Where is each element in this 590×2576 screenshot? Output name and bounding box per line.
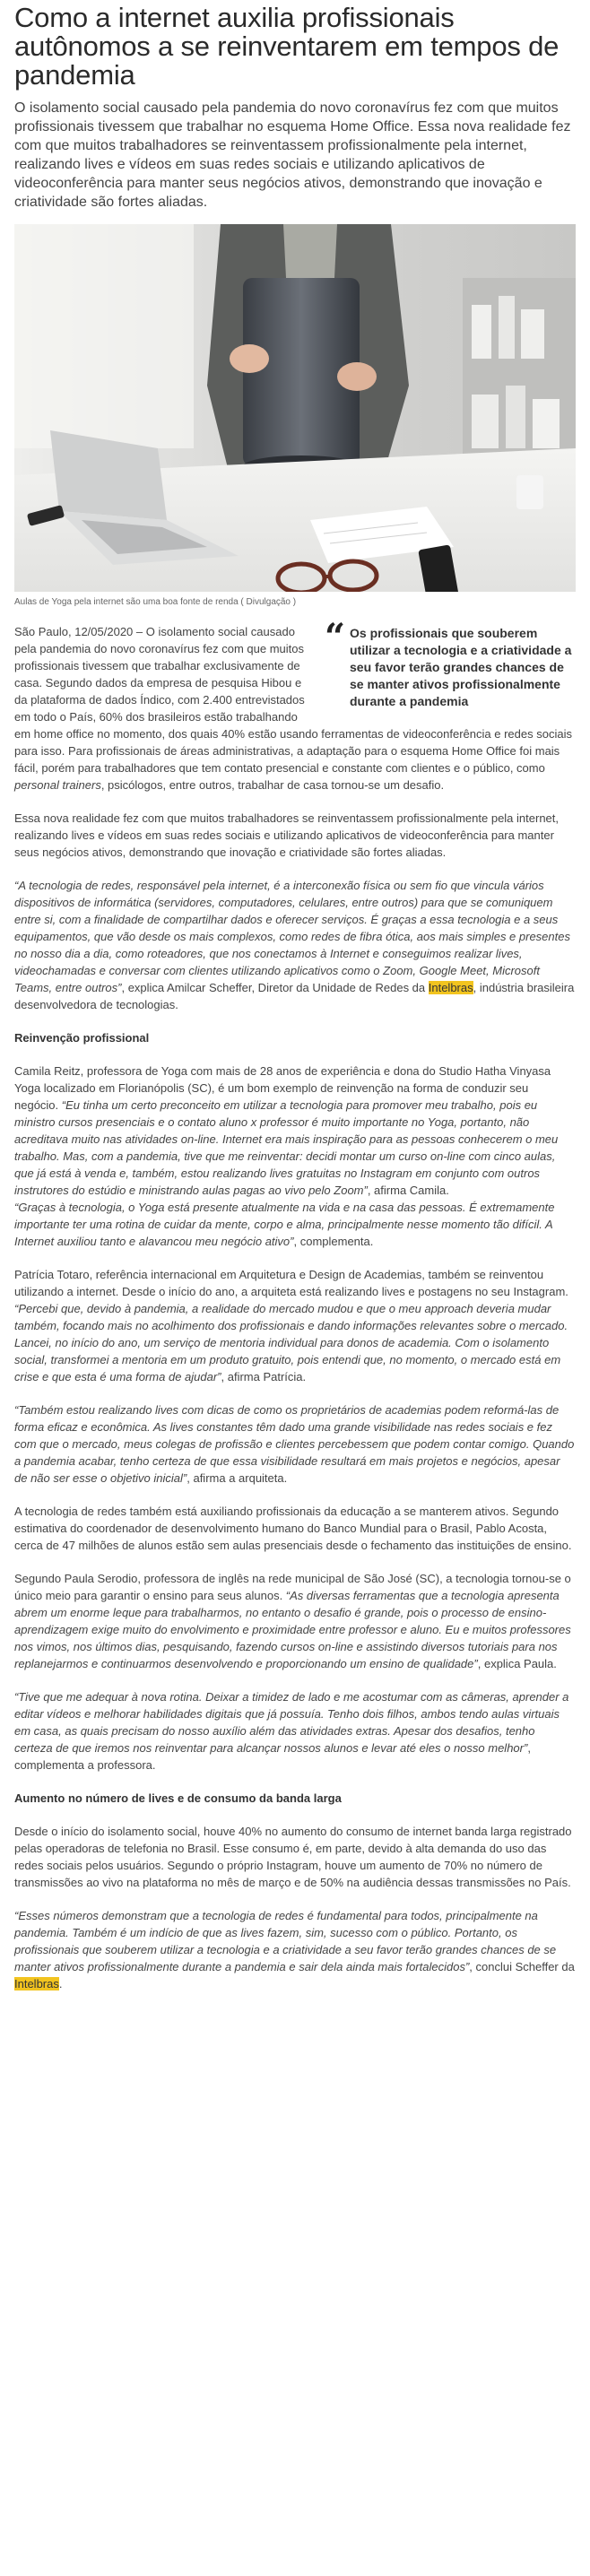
brand-highlight-2: Intelbras [14, 1977, 59, 1991]
paragraph-1-end: , psicólogos, entre outros, trabalhar de casa tornou-se um desafio. [100, 778, 445, 792]
paragraph-1-italic: personal trainers [14, 778, 101, 792]
section-heading-reinvencao: Reinvenção profissional [14, 1031, 150, 1045]
article-title: Como a internet auxilia profissionais autônomos a se reinventarem em tempos de pandemia [14, 2, 560, 91]
dateline: São Paulo, 12/05/2020 – [14, 625, 143, 638]
quote-patricia-1: “Percebi que, devido à pandemia, a realidade do mercado mudou e que o meu approach deveria mudar também, focando mais no acolhimento dos profissionais e dando informações relevantes sobre o mercado. Lancei, no início do ano, um serviço de mentoria individual para donos de academia. Com o isolamento social, transformei a mentoria em um produto gratuito, pois entendi que, no momento, o mercado está em crise e que esta é uma forma de ajudar” [14, 1302, 568, 1383]
paragraph-6 [14, 1401, 576, 1487]
brand-highlight: Intelbras [428, 981, 473, 994]
article-lead: O isolamento social causado pela pandemia do novo coronavírus fez com que muitos profissionais tivessem que trabalhar no esquema Home Office. Essa nova realidade fez com que muitos trabalhadores se reinventassem profissionalmente pela internet, realizando lives e vídeos em suas redes sociais e utilizando aplicativos de videoconferência para manter seus negócios ativos, demonstrando que inovação e criatividade são fortes aliadas. [14, 100, 571, 210]
paragraph-4-end: , complementa. [293, 1235, 374, 1248]
quote-patricia-2: “Também estou realizando lives com dicas de como os proprietários de academias podem reformá-las de forma eficaz e econômica. As lives constantes têm dado uma grande visibilidade nas redes sociais e fez com que o mercado, meus colegas de profissão e clientes percebessem que podem contar comigo. Quando a pandemia acabar, tenho certeza de que essa visibilidade resultará em mais projetos e negócios, apesar de não ser esse o objetivo inicial” [14, 1403, 575, 1485]
quote-icon: “ [325, 616, 346, 658]
pull-quote-text: Os profissionais que souberem utilizar a tecnologia e a criatividade a seu favor terão grandes chances de se manter ativos profissionalmente durante a pandemia [350, 626, 572, 708]
paragraph-8-end: , explica Paula. [477, 1657, 557, 1670]
paragraph-4-text: Camila Reitz, professora de Yoga com mais de 28 anos de experiência e dona do Studio Hatha Vinyasa Yoga localizado em Florianópolis (SC), é um bom exemplo de reinvenção na forma de conduzir seu negócio. [14, 1064, 551, 1112]
paragraph-7: A tecnologia de redes também está auxiliando profissionais da educação a se manterem ativos. Segundo estimativa do coordenador de desenvolvimento humano do Banco Mundial para o Brasil, Pablo Acosta, cerca de 47 milhões de alunos estão sem aulas presenciais desde o fechamento das instituições de ensino. [14, 1505, 572, 1552]
paragraph-6-end: , afirma a arquiteta. [187, 1471, 288, 1485]
quote-camila-1: “Eu tinha um certo preconceito em utilizar a tecnologia para promover meu trabalho, pois eu ministro cursos presenciais e o contato aluno x professor é muito importante no Yoga, portanto, não acreditava muito nas atividades on-line. Internet era mais inspiração para as pessoas conhecerem o meu trabalho. Mas, com a pandemia, tive que me reinventar: decidi montar um curso on-line com cinco aulas, que já está à venda e, também, estou realizando lives gratuitas no Instagram em conjunto com outros instrutores do estúdio e ministrando aulas pagas ao vivo pelo Zoom” [14, 1098, 559, 1197]
quote-scheffer-1: “A tecnologia de redes, responsável pela internet, é a interconexão física ou sem fio que vincula vários dispositivos de informática (servidores, computadores, celulares, entre outros) para que se comuniquem entre si, com a finalidade de compartilhar dados e oferecer serviços. É graças a essa tecnologia e a seus equipamentos, que vão desde os mais complexos, como redes de fibra ótica, aos mais simples e presentes no nosso dia a dia, como roteadores, que nos conectamos à Internet e conseguimos realizar lives, videochamadas e conversar com clientes utilizando aplicativos como o Zoom, Google Meet, Microsoft Teams, entre outros” [14, 879, 570, 994]
paragraph-5-text: Patrícia Totaro, referência internacional em Arquitetura e Design de Academias, também se reinventou utilizando a internet. Desde o início do ano, a arquiteta está realizando lives e postagens no seu Instagram. [14, 1268, 568, 1298]
article [0, 4, 590, 1992]
paragraph-3-end: , indústria brasileira desenvolvedora de tecnologias. [14, 981, 575, 1011]
paragraph-9-end: , complementa a professora. [14, 1741, 531, 1772]
quote-paula-1: “As diversas ferramentas que a tecnologia apresenta abrem um enorme leque para trabalharmos, no entanto o desafio é grande, pois o processo de ensino-aprendizagem exige muito do envolvimento e proximidade entre professor e aluno. Eu e muitos professores nos vimos, nos últimos dias, pesquisando, fazendo cursos on-line e assistindo diversos tutoriais para nos replanejarmos e continuarmos desenvolvendo e proporcionando um ensino de qualidade” [14, 1589, 571, 1670]
paragraph-9 [14, 1688, 576, 1774]
attribution-scheffer: , explica Amilcar Scheffer, Diretor da Unidade de Redes da [121, 981, 429, 994]
quote-paula-2: “Tive que me adequar à nova rotina. Deixar a timidez de lado e me acostumar com as câmeras, aprender a editar vídeos e melhorar habilidades digitais que já possuía. Tenho dois filhos, ambos tendo aulas virtuais em casa, as quais precisam do nosso auxílio além das atividades extras. Apesar dos desafios, tenho certeza de que iremos nos reinventar para alcançar nossos alunos e levar até eles o nosso melhor” [14, 1690, 569, 1755]
article-body [14, 616, 576, 1992]
pull-quote [325, 616, 576, 710]
paragraph-2: Essa nova realidade fez com que muitos trabalhadores se reinventassem profissionalmente pela internet, realizando lives e vídeos em suas redes sociais e utilizando aplicativos de videoconferência para manter seus negócios ativos, demonstrando que inovação e criatividade são fortes aliadas. [14, 811, 560, 859]
paragraph-8-text: Segundo Paula Serodio, professora de inglês na rede municipal de São José (SC), a tecnologia tornou-se o único meio para garantir o ensino para seus alunos. [14, 1572, 571, 1602]
attribution-scheffer-2: , conclui Scheffer da [469, 1960, 575, 1973]
section-heading-banda-larga: Aumento no número de lives e de consumo da banda larga [14, 1791, 342, 1805]
paragraph-5 [14, 1266, 576, 1385]
image-caption: Aulas de Yoga pela internet são uma boa fonte de renda ( Divulgação ) [14, 597, 297, 607]
quote-scheffer-2: “Esses números demonstram que a tecnologia de redes é fundamental para todos, principalmente na pandemia. Também é um indício de que as lives fazem, sim, sucesso com o público. Portanto, os profissionais que souberem utilizar a tecnologia e a criatividade a seu favor terão grandes chances de se manter ativos profissionalmente durante a pandemia e sair dela ainda mais fortalecidos” [14, 1909, 557, 1973]
paragraph-3 [14, 877, 576, 1013]
paragraph-11-end: . [58, 1977, 63, 1991]
paragraph-8 [14, 1570, 576, 1672]
quote-camila-2: “Graças à tecnologia, o Yoga está presente atualmente na vida e na casa das pessoas. É extremamente importante ter uma rotina de cuidar da mente, corpo e alma, principalmente nesse momento tão difícil. A Internet auxiliou tanto e alavancou meu negócio ativo” [14, 1201, 555, 1248]
hero-image-yoga-mat [14, 224, 576, 592]
attribution-camila: , afirma Camila. [367, 1184, 449, 1197]
paragraph-1-text: O isolamento social causado pela pandemia do novo coronavírus fez com que muitos profissionais tivessem que trabalhar exclusivamente de casa. Segundo dados da empresa de pesquisa Hibou e da plataforma de dados Índico, com 2.400 entrevistados em todo o País, 60% dos brasileiros estão trabalhando em home office no momento, dos quais 40% estão usando ferramentas de videoconferência e redes sociais para isso. Para profissionais de áreas administrativas, a adaptação para o esquema Home Office foi mais fácil, porém para trabalhadores que tem contato presencial e constante com clientes e o público, como [14, 625, 572, 775]
paragraph-5-end: , afirma Patrícia. [221, 1370, 307, 1383]
paragraph-11 [14, 1907, 576, 1992]
paragraph-10: Desde o início do isolamento social, houve 40% no aumento do consumo de internet banda larga registrado pelas operadoras de telefonia no Brasil. Esse consumo é, em parte, devido à alta demanda do uso das redes sociais pelos usuários. Segundo o próprio Instagram, houve um aumento de 70% no número de transmissões ao vivo na plataforma no mês de março e de 50% na audiência dessas transmissões no País. [14, 1825, 572, 1889]
paragraph-4 [14, 1062, 576, 1250]
